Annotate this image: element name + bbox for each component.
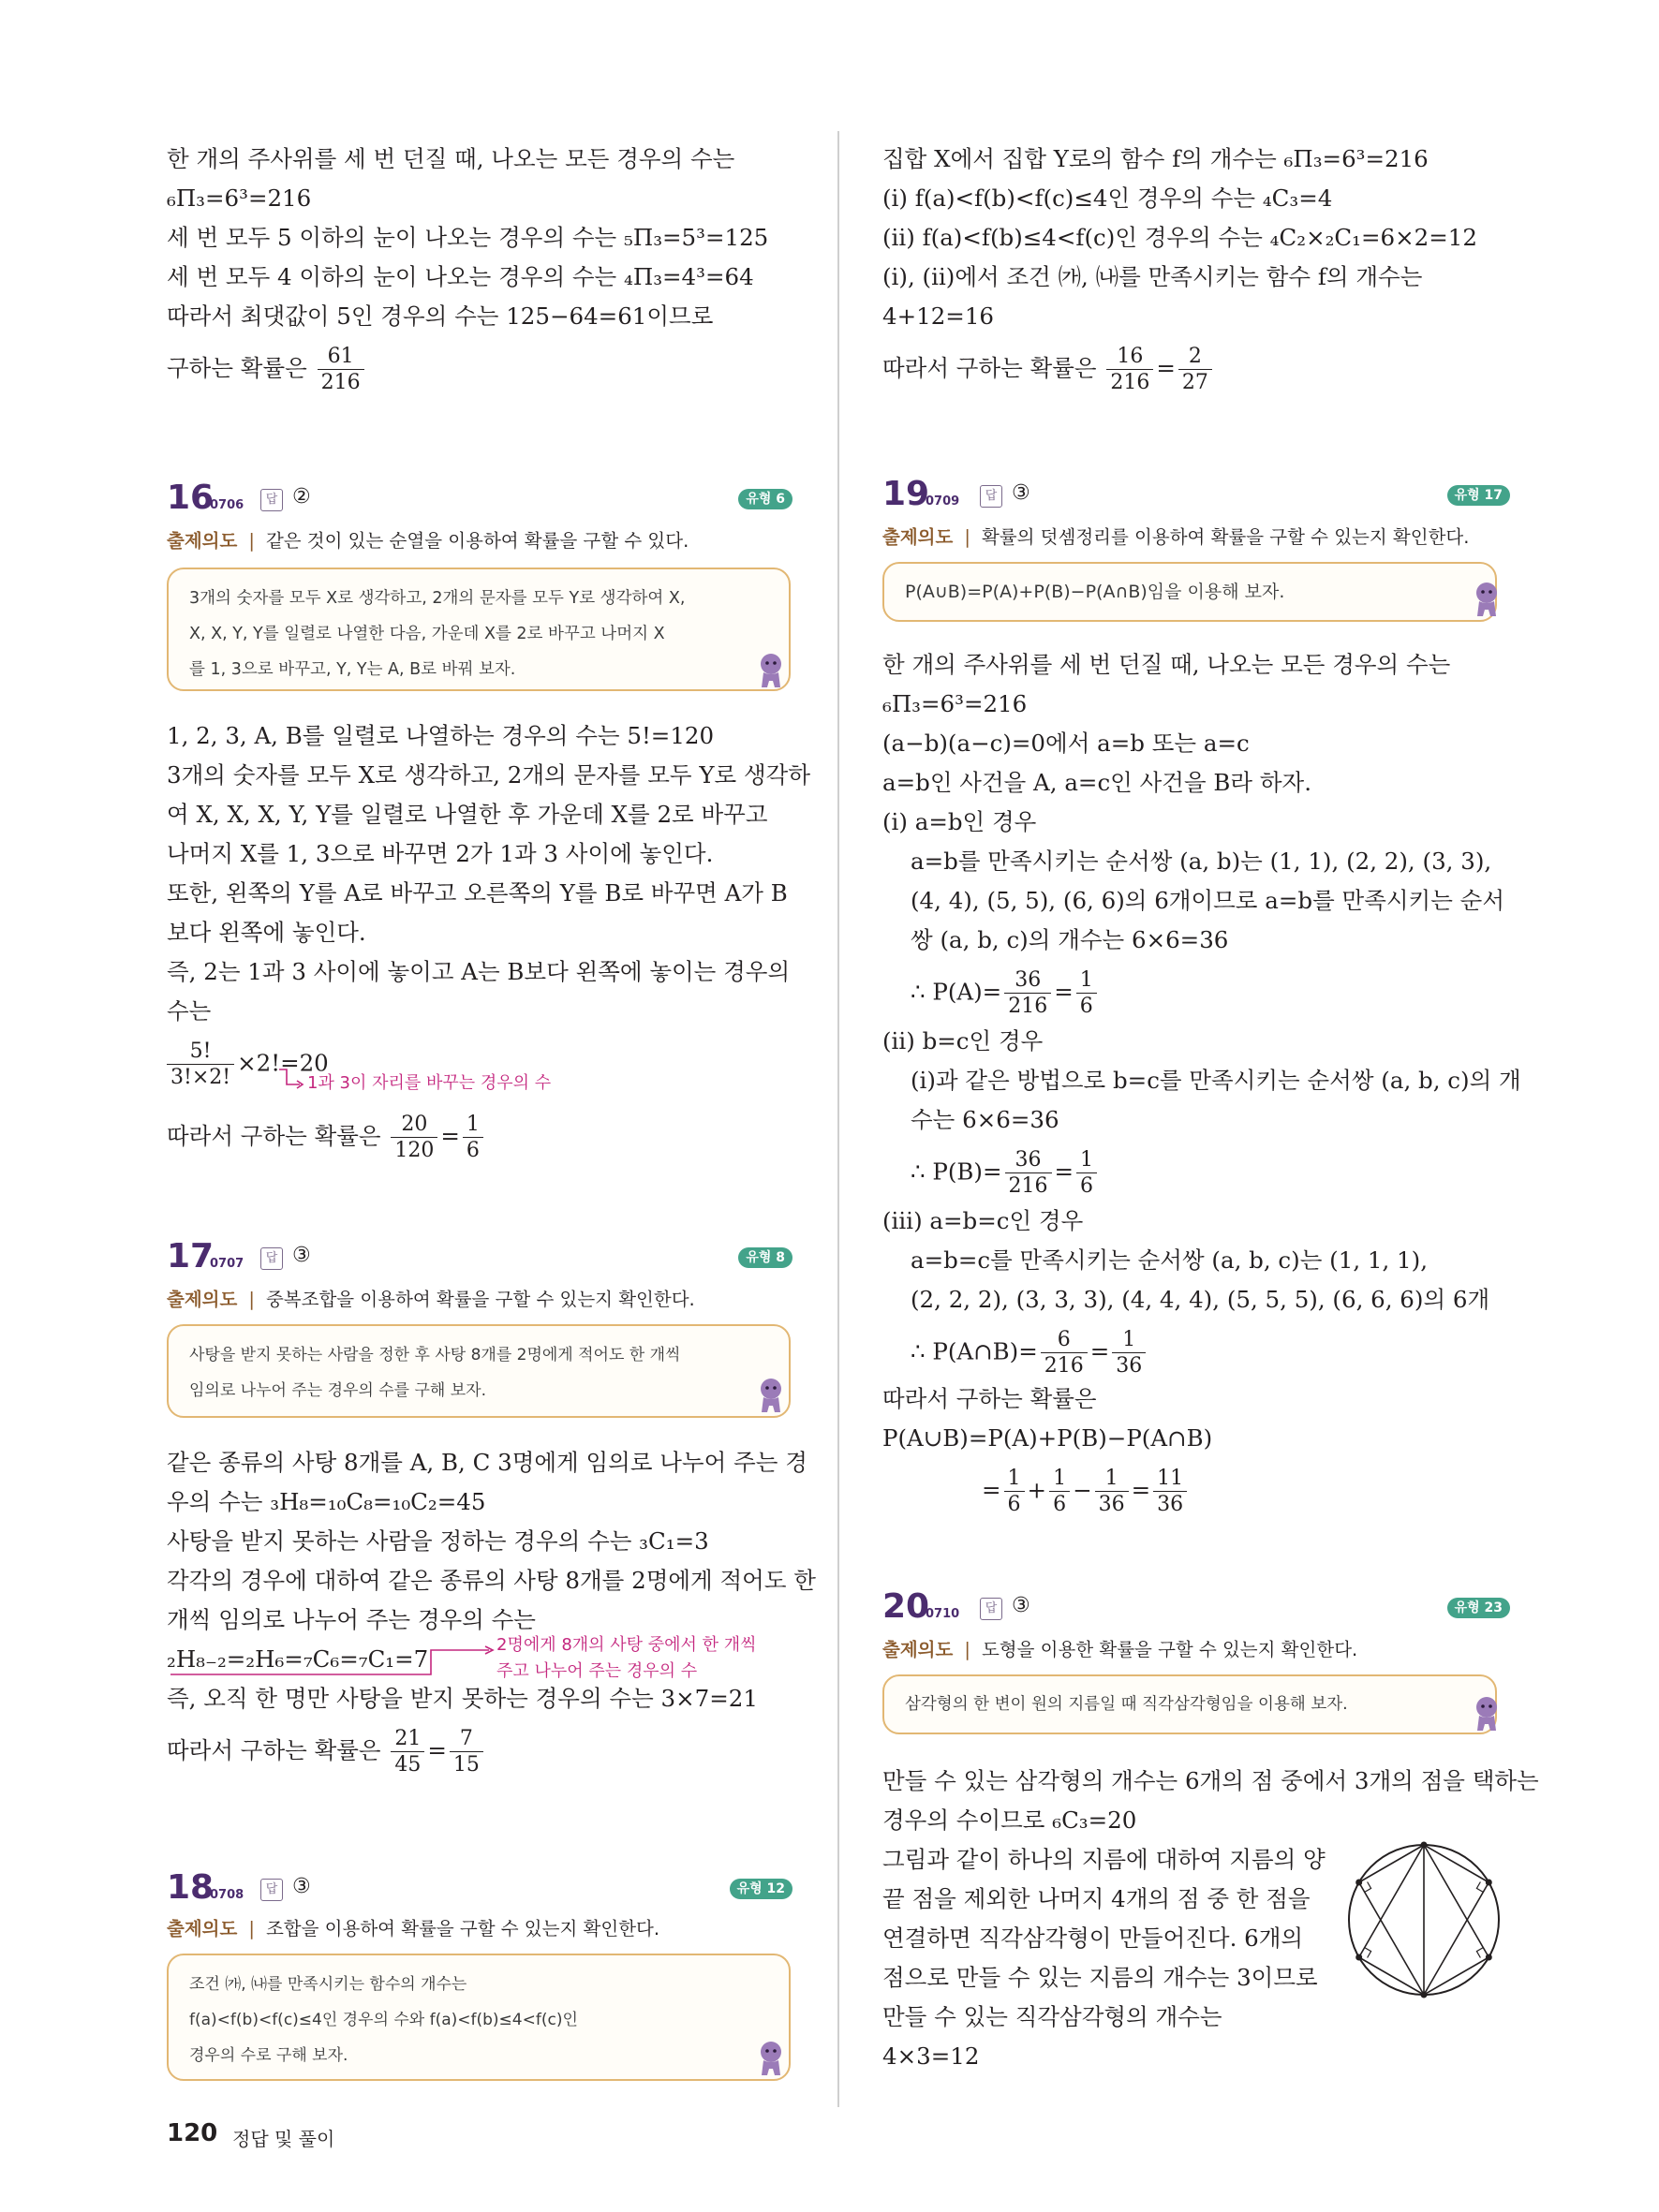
hint-box: 사탕을 받지 못하는 사람을 정한 후 사탕 8개를 2명에게 적어도 한 개씩 임의로 나누어 주는 경우의 수를 구해 보자. (167, 1324, 791, 1418)
text-line: (a−b)(a−c)=0에서 a=b 또는 a=c (882, 730, 1250, 757)
problem-17-header (167, 1238, 792, 1276)
calc-line: $\frac{5!}{3!\times 2!}$ ×2!=20 (167, 1041, 329, 1088)
text-line: 또한, 왼쪽의 Y를 A로 바꾸고 오른쪽의 Y를 B로 바꾸면 A가 B (167, 879, 788, 907)
problem-20-header (882, 1588, 1510, 1626)
fraction: $\frac{1}{6}$ (1076, 1150, 1097, 1197)
fraction: $\frac{1}{6}$ (1076, 970, 1097, 1017)
annotation-note: 주고 나누어 주는 경우의 수 (496, 1661, 698, 1681)
text-line: 각각의 경우에 대하여 같은 종류의 사탕 8개를 2명에게 적어도 한 (167, 1567, 816, 1594)
text-line: 같은 종류의 사탕 8개를 A, B, C 3명에게 임의로 나누어 주는 경 (167, 1449, 807, 1476)
text-line: (ⅱ) b=c인 경우 (882, 1027, 1044, 1054)
text-line: 나머지 X를 1, 3으로 바꾸면 2가 1과 3 사이에 놓인다. (167, 840, 714, 867)
problem-code: 0709 (926, 494, 960, 509)
text-line: 한 개의 주사위를 세 번 던질 때, 나오는 모든 경우의 수는 (167, 145, 735, 172)
fraction: $\frac{1}{6}$ (463, 1114, 483, 1161)
probability-line: ∴ P(B)= $\frac{36}{216}$ = $\frac{1}{6}$ (911, 1150, 1100, 1197)
text-line: (ⅲ) a=b=c인 경우 (882, 1207, 1084, 1234)
problem-intent: 출제의도 | 같은 것이 있는 순열을 이용하여 확률을 구할 수 있다. (167, 530, 689, 552)
text-line: 1, 2, 3, A, B를 일렬로 나열하는 경우의 수는 5!=120 (167, 722, 715, 749)
type-badge: 유형 17 (1447, 485, 1510, 506)
problem-18-header (167, 1869, 792, 1907)
text-line: 수는 (167, 997, 212, 1025)
text-line: 집합 X에서 집합 Y로의 함수 f의 개수는 ₆Π₃=6³=216 (882, 145, 1429, 172)
answer-label-icon: 답 (260, 1247, 283, 1270)
text-line: a=b를 만족시키는 순서쌍 (a, b)는 (1, 1), (2, 2), (3, 3), (911, 848, 1492, 875)
problem-intent: 출제의도 | 도형을 이용한 확률을 구할 수 있는지 확인한다. (882, 1639, 1358, 1660)
answer-label-icon: 답 (260, 1879, 283, 1901)
mascot-icon (1471, 1695, 1503, 1736)
text-line: 만들 수 있는 삼각형의 개수는 6개의 점 중에서 3개의 점을 택하는 (882, 1767, 1539, 1794)
column-divider (837, 131, 839, 2107)
hint-box: 조건 ㈎, ㈏를 만족시키는 함수의 개수는 f(a)<f(b)<f(c)≤4인 경우의 수와 f(a)<f(b)≤4<f(c)인 경우의 수로 구해 보자. (167, 1954, 791, 2081)
text-line: (ⅱ) f(a)<f(b)≤4<f(c)인 경우의 수는 ₄C₂×₂C₁=6×2=12 (882, 224, 1477, 251)
problem-intent: 출제의도 | 중복조합을 이용하여 확률을 구할 수 있는지 확인한다. (167, 1289, 695, 1310)
type-badge: 유형 6 (738, 489, 792, 509)
text-line: 점으로 만들 수 있는 지름의 개수는 3이므로 (882, 1964, 1318, 1991)
text-line: 만들 수 있는 직각삼각형의 개수는 (882, 2003, 1222, 2030)
text-line: 연결하면 직각삼각형이 만들어진다. 6개의 (882, 1924, 1304, 1952)
fraction: $\frac{36}{216}$ (1005, 1150, 1052, 1197)
text-line: 경우의 수이므로 ₆C₃=20 (882, 1806, 1137, 1834)
text-line: a=b=c를 만족시키는 순서쌍 (a, b, c)는 (1, 1, 1), (911, 1246, 1428, 1274)
probability-line: 따라서 구하는 확률은 $\frac{21}{45}$ = $\frac{7}{15}$ (167, 1729, 486, 1776)
problem-intent: 출제의도 | 조합을 이용하여 확률을 구할 수 있는지 확인한다. (167, 1918, 660, 1939)
probability-line: 구하는 확률은 $\frac{61}{216}$ (167, 347, 367, 393)
type-badge: 유형 8 (738, 1247, 792, 1268)
problem-number: 18 (167, 1868, 215, 1907)
answer-label-icon: 답 (980, 1598, 1002, 1620)
answer-label-icon: 답 (980, 485, 1002, 508)
text-line: (ⅰ) f(a)<f(b)<f(c)≤4인 경우의 수는 ₄C₃=4 (882, 184, 1333, 212)
type-badge: 유형 12 (730, 1879, 792, 1899)
problem-19-header (882, 476, 1510, 513)
fraction: $\frac{6}{216}$ (1041, 1330, 1088, 1377)
fraction: $\frac{16}{216}$ (1106, 347, 1153, 393)
text-line: (ⅰ) a=b인 경우 (882, 808, 1037, 835)
text-line: 그림과 같이 하나의 지름에 대하여 지름의 양 (882, 1846, 1326, 1873)
text-line: (ⅰ), (ⅱ)에서 조건 ㈎, ㈏를 만족시키는 함수 f의 개수는 (882, 263, 1423, 290)
fraction: $\frac{1}{36}$ (1095, 1468, 1129, 1515)
text-line: (ⅰ)과 같은 방법으로 b=c를 만족시키는 순서쌍 (a, b, c)의 개 (911, 1067, 1521, 1094)
fraction: $\frac{20}{120}$ (391, 1114, 437, 1161)
problem-code: 0708 (210, 1888, 244, 1902)
problem-number: 16 (167, 479, 215, 517)
answer-value: ③ (292, 1875, 311, 1898)
probability-line: ∴ P(A∩B)= $\frac{6}{216}$ = $\frac{1}{36}$ (911, 1330, 1148, 1377)
text-line: 한 개의 주사위를 세 번 던질 때, 나오는 모든 경우의 수는 (882, 651, 1451, 678)
fraction: $\frac{1}{6}$ (1049, 1468, 1070, 1515)
problem-16-header (167, 479, 792, 517)
text-line: 쌍 (a, b, c)의 개수는 6×6=36 (911, 926, 1229, 953)
annotation-note: 2명에게 8개의 사탕 중에서 한 개씩 (496, 1635, 757, 1655)
answer-value: ③ (1012, 1594, 1030, 1617)
fraction: $\frac{1}{6}$ (1004, 1468, 1025, 1515)
mascot-icon (1471, 581, 1503, 622)
final-calc-line: = $\frac{1}{6}$ + $\frac{1}{6}$ − $\frac{1}{36}$ = $\frac{11}{36}$ (982, 1468, 1190, 1515)
text-line: 4×3=12 (882, 2042, 980, 2070)
annotation-note: 1과 3이 자리를 바꾸는 경우의 수 (307, 1073, 552, 1093)
problem-number: 20 (882, 1587, 930, 1626)
arrow-icon (167, 1641, 504, 1678)
answer-label-icon: 답 (260, 489, 283, 511)
text-line: 개씩 임의로 나누어 주는 경우의 수는 (167, 1606, 536, 1633)
text-line: a=b인 사건을 A, a=c인 사건을 B라 하자. (882, 769, 1312, 796)
mascot-icon (755, 2040, 787, 2081)
problem-number: 17 (167, 1237, 215, 1276)
text-line: P(A∪B)=P(A)+P(B)−P(A∩B) (882, 1424, 1213, 1452)
arrow-icon (277, 1068, 305, 1096)
text-line: ₆Π₃=6³=216 (167, 184, 312, 212)
text-line: 3개의 숫자를 모두 X로 생각하고, 2개의 문자를 모두 Y로 생각하 (167, 761, 811, 789)
type-badge: 유형 23 (1447, 1598, 1510, 1618)
fraction: $\frac{61}{216}$ (318, 347, 364, 393)
hint-box: P(A∪B)=P(A)+P(B)−P(A∩B)임을 이용해 보자. (882, 562, 1497, 622)
text-line: 즉, 2는 1과 3 사이에 놓이고 A는 B보다 왼쪽에 놓이는 경우의 (167, 958, 791, 985)
fraction: $\frac{7}{15}$ (450, 1729, 483, 1776)
hint-box: 삼각형의 한 변이 원의 지름일 때 직각삼각형임을 이용해 보자. (882, 1674, 1497, 1734)
problem-code: 0706 (210, 498, 244, 512)
text-line: 사탕을 받지 못하는 사람을 정하는 경우의 수는 ₃C₁=3 (167, 1527, 709, 1555)
text-line: 즉, 오직 한 명만 사탕을 받지 못하는 경우의 수는 3×7=21 (167, 1685, 758, 1712)
problem-code: 0710 (926, 1607, 960, 1621)
probability-line: 따라서 구하는 확률은 $\frac{16}{216}$ = $\frac{2}{27}$ (882, 347, 1215, 393)
text-line: 끝 점을 제외한 나머지 4개의 점 중 한 점을 (882, 1885, 1311, 1912)
text-line: 보다 왼쪽에 놓인다. (167, 919, 366, 946)
page-footer-title: 정답 및 풀이 (232, 2128, 335, 2150)
text-line: (2, 2, 2), (3, 3, 3), (4, 4, 4), (5, 5, 5), (6, 6, 6)의 6개 (911, 1286, 1490, 1313)
answer-value: ② (292, 485, 311, 509)
fraction: $\frac{21}{45}$ (391, 1729, 424, 1776)
fraction: $\frac{5!}{3!\times 2!}$ (167, 1041, 234, 1088)
circle-diagram (1340, 1836, 1508, 2004)
fraction: $\frac{36}{216}$ (1004, 970, 1051, 1017)
problem-number: 19 (882, 475, 930, 513)
fraction: $\frac{1}{36}$ (1112, 1330, 1146, 1377)
text-line: 여 X, X, X, Y, Y를 일렬로 나열한 후 가운데 X를 2로 바꾸고 (167, 801, 768, 828)
text-line: 4+12=16 (882, 302, 994, 330)
text-line: (4, 4), (5, 5), (6, 6)의 6개이므로 a=b를 만족시키는 순서 (911, 887, 1504, 914)
hint-box: 3개의 숫자를 모두 X로 생각하고, 2개의 문자를 모두 Y로 생각하여 X, X, X, Y, Y를 일렬로 나열한 다음, 가운데 X를 2로 바꾸고 나머지 X 를 1, 3으로 바꾸고, Y, Y는 A, B로 바꿔 보자. (167, 568, 791, 691)
page-number: 120 (167, 2119, 218, 2147)
probability-line: ∴ P(A)= $\frac{36}{216}$ = $\frac{1}{6}$ (911, 970, 1100, 1017)
text-line: 따라서 최댓값이 5인 경우의 수는 125−64=61이므로 (167, 302, 714, 330)
text-line: ₂H₈₋₂=₂H₆=₇C₆=₇C₁=7 (167, 1645, 429, 1673)
text-line: 수는 6×6=36 (911, 1106, 1059, 1133)
problem-intent: 출제의도 | 확률의 덧셈정리를 이용하여 확률을 구할 수 있는지 확인한다. (882, 526, 1470, 548)
text-line: 세 번 모두 5 이하의 눈이 나오는 경우의 수는 ₅Π₃=5³=125 (167, 224, 769, 251)
answer-value: ③ (1012, 481, 1030, 505)
fraction: $\frac{2}{27}$ (1178, 347, 1212, 393)
mascot-icon (755, 652, 787, 693)
text-line: 따라서 구하는 확률은 (882, 1385, 1097, 1412)
mascot-icon (755, 1377, 787, 1418)
text-line: ₆Π₃=6³=216 (882, 690, 1028, 717)
answer-value: ③ (292, 1244, 311, 1267)
fraction: $\frac{11}{36}$ (1153, 1468, 1187, 1515)
text-line: 세 번 모두 4 이하의 눈이 나오는 경우의 수는 ₄Π₃=4³=64 (167, 263, 754, 290)
problem-code: 0707 (210, 1257, 244, 1271)
text-line: 우의 수는 ₃H₈=₁₀C₈=₁₀C₂=45 (167, 1488, 486, 1515)
probability-line: 따라서 구하는 확률은 $\frac{20}{120}$ = $\frac{1}{6}$ (167, 1114, 486, 1161)
